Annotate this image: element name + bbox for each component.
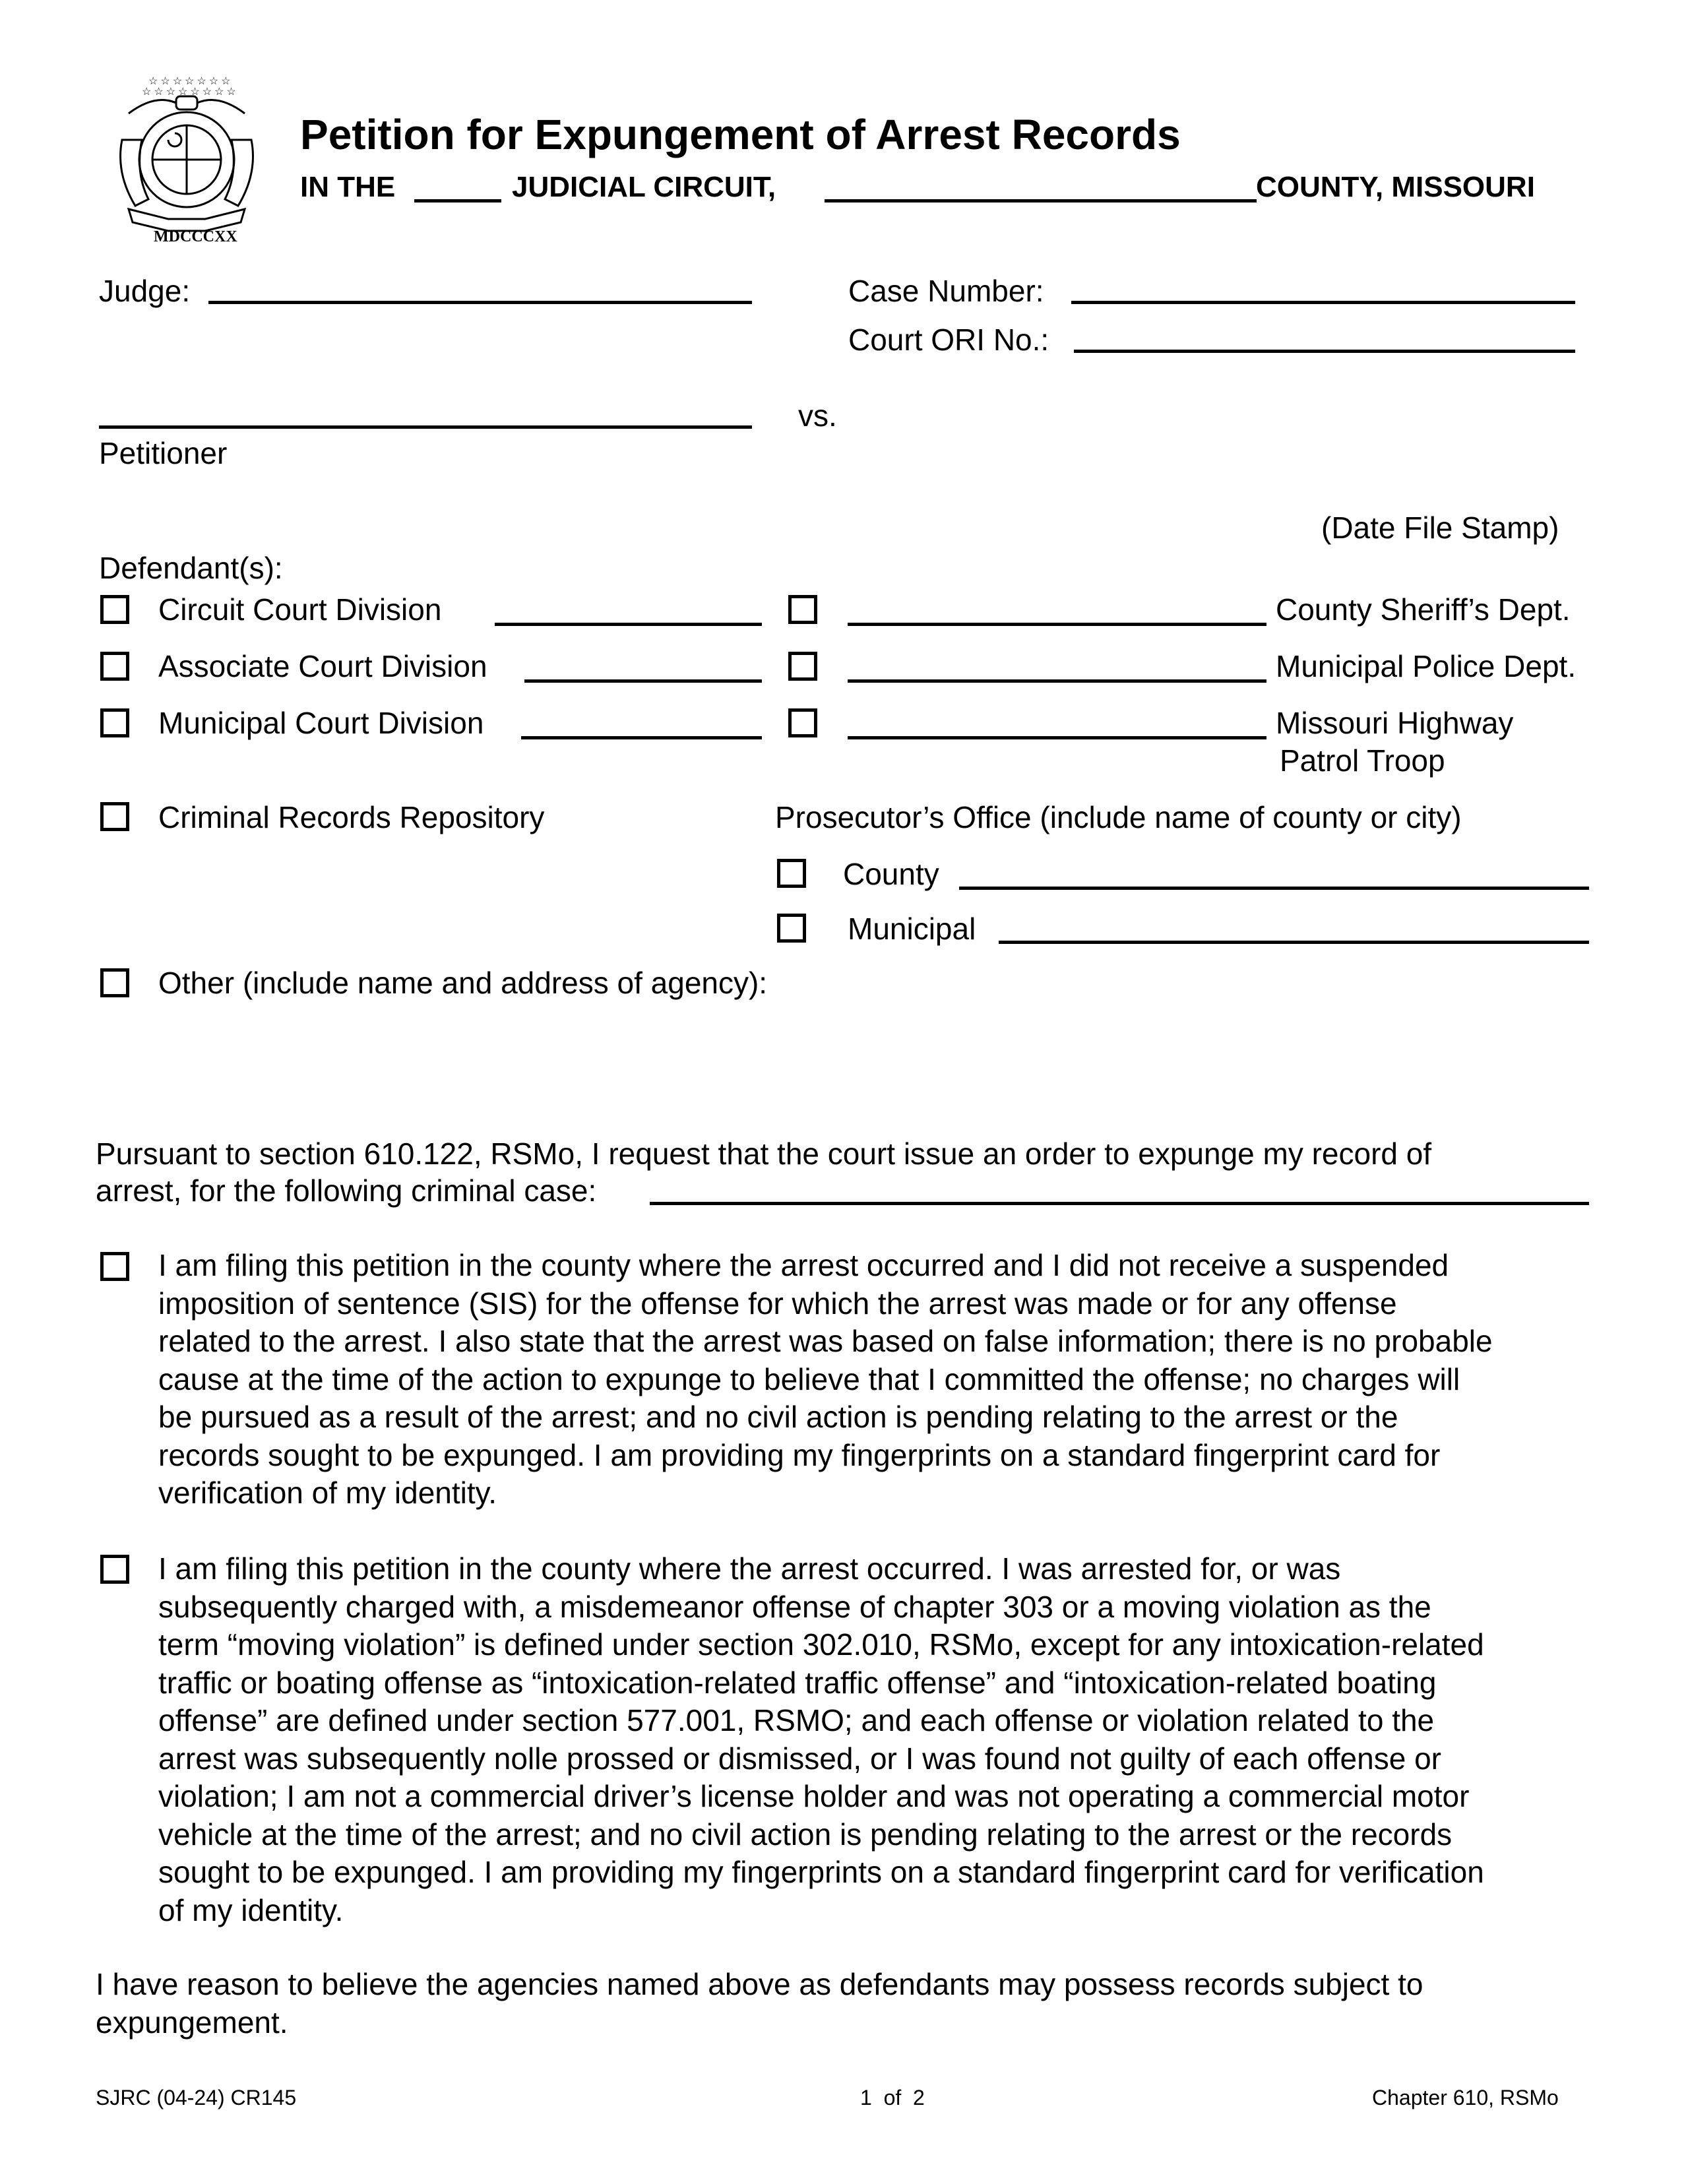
checkbox-criminal-records-repository[interactable] xyxy=(100,802,129,831)
footer-page-number: 1 of 2 xyxy=(860,2086,925,2109)
checkbox-highway-patrol[interactable] xyxy=(788,708,817,737)
checkbox-option-misdemeanor-traffic[interactable] xyxy=(100,1555,129,1584)
highway-patrol-troop-field[interactable] xyxy=(848,736,1266,739)
county-sheriff-field[interactable] xyxy=(848,623,1266,626)
circuit-mid: JUDICIAL CIRCUIT, xyxy=(512,171,776,203)
prosecutor-municipal-label: Municipal xyxy=(848,912,976,946)
svg-text:MDCCCXX: MDCCCXX xyxy=(154,228,237,243)
associate-court-division-label: Associate Court Division xyxy=(158,649,487,683)
defendants-heading: Defendant(s): xyxy=(99,551,283,585)
prosecutor-county-field[interactable] xyxy=(959,887,1589,890)
petitioner-field[interactable] xyxy=(99,425,752,429)
checkbox-prosecutor-county[interactable] xyxy=(777,859,806,888)
checkbox-municipal-police[interactable] xyxy=(788,652,817,681)
checkbox-municipal-court-division[interactable] xyxy=(100,708,129,737)
court-ori-field[interactable] xyxy=(1074,350,1575,353)
highway-patrol-label-line2: Patrol Troop xyxy=(1280,743,1445,778)
judicial-circuit-number-field[interactable] xyxy=(414,199,501,203)
footer-form-id: SJRC (04-24) CR145 xyxy=(96,2086,297,2109)
missouri-state-seal-icon xyxy=(102,61,271,243)
prosecutor-municipal-field[interactable] xyxy=(999,941,1589,944)
checkbox-other-agency[interactable] xyxy=(100,968,129,997)
vs-label: vs. xyxy=(798,398,837,433)
associate-court-division-field[interactable] xyxy=(524,679,762,683)
prosecutor-county-label: County xyxy=(843,857,939,891)
request-line1: Pursuant to section 610.122, RSMo, I request that the court issue an order to expunge my record of xyxy=(96,1137,1432,1171)
court-ori-label: Court ORI No.: xyxy=(848,323,1049,357)
case-number-field[interactable] xyxy=(1071,301,1575,304)
county-sheriff-label: County Sheriff’s Dept. xyxy=(1276,592,1571,627)
checkbox-prosecutor-municipal[interactable] xyxy=(777,914,806,943)
page-title: Petition for Expungement of Arrest Records xyxy=(300,111,1181,158)
judge-label: Judge: xyxy=(99,274,191,308)
svg-text:☆ ☆ ☆ ☆ ☆ ☆ ☆: ☆ ☆ ☆ ☆ ☆ ☆ ☆ xyxy=(148,76,231,87)
option-misdemeanor-traffic-text: I am filing this petition in the county where the arrest occurred. I was arrested for, or was subsequently charged with, a misdemeanor offense of chapter 303 or a moving violation as the term “moving violation” is defined under section 302.010, RSMo, except for any intoxication-related traffic or boating offense as “intoxication-related traffic offense” and “intoxication-related boating offense” are defined under section 577.001, RSMO; and each offense or violation related to the arrest was subsequently nolle prossed or dismissed, or I was found not guilty of each offense or violation; I am not a commercial driver’s license holder and was not operating a commercial motor vehicle at the time of the arrest; and no civil action is pending relating to the arrest or the records sought to be expunged. I am providing my fingerprints on a standard fingerprint card for verification of my identity. xyxy=(158,1551,1484,1927)
judge-field[interactable] xyxy=(208,301,752,304)
circuit-suffix: COUNTY, MISSOURI xyxy=(1256,171,1535,203)
circuit-court-division-field[interactable] xyxy=(495,623,762,626)
checkbox-circuit-court-division[interactable] xyxy=(100,595,129,624)
checkbox-county-sheriff[interactable] xyxy=(788,595,817,624)
prosecutor-office-heading: Prosecutor’s Office (include name of county or city) xyxy=(775,800,1462,834)
petitioner-label: Petitioner xyxy=(99,436,228,470)
footer-statute: Chapter 610, RSMo xyxy=(1372,2086,1559,2109)
other-agency-label: Other (include name and address of agency): xyxy=(158,966,768,1000)
municipal-court-division-field[interactable] xyxy=(521,736,762,739)
county-name-field[interactable] xyxy=(825,199,1257,203)
date-file-stamp-label: (Date File Stamp) xyxy=(1321,511,1559,545)
criminal-case-field[interactable] xyxy=(650,1202,1589,1205)
case-number-label: Case Number: xyxy=(848,274,1044,308)
municipal-police-label: Municipal Police Dept. xyxy=(1276,649,1577,683)
checkbox-option-false-information[interactable] xyxy=(100,1252,129,1281)
circuit-court-division-label: Circuit Court Division xyxy=(158,592,442,627)
municipal-police-field[interactable] xyxy=(848,679,1266,683)
circuit-prefix: IN THE xyxy=(300,171,396,203)
option-false-information-text: I am filing this petition in the county where the arrest occurred and I did not receive a suspended imposition of sentence (SIS) for the offense for which the arrest was made or for any offense related to the arrest. I also state that the arrest was based on false information; there is no probable cause at the time of the action to expunge to believe that I committed the offense; no charges will be pursued as a result of the arrest; and no civil action is pending relating to the arrest or the records sought to be expunged. I am providing my fingerprints on a standard fingerprint card for verification of my identity. xyxy=(158,1248,1493,1510)
criminal-records-repository-label: Criminal Records Repository xyxy=(158,800,545,834)
closing-statement: I have reason to believe the agencies named above as defendants may possess records subject to expungement. xyxy=(96,1967,1423,2040)
request-line2: arrest, for the following criminal case: xyxy=(96,1173,597,1208)
checkbox-associate-court-division[interactable] xyxy=(100,652,129,681)
municipal-court-division-label: Municipal Court Division xyxy=(158,706,484,740)
highway-patrol-label-line1: Missouri Highway xyxy=(1276,706,1514,740)
svg-text:☆ ☆ ☆ ☆ ☆ ☆ ☆ ☆: ☆ ☆ ☆ ☆ ☆ ☆ ☆ ☆ xyxy=(142,86,236,98)
